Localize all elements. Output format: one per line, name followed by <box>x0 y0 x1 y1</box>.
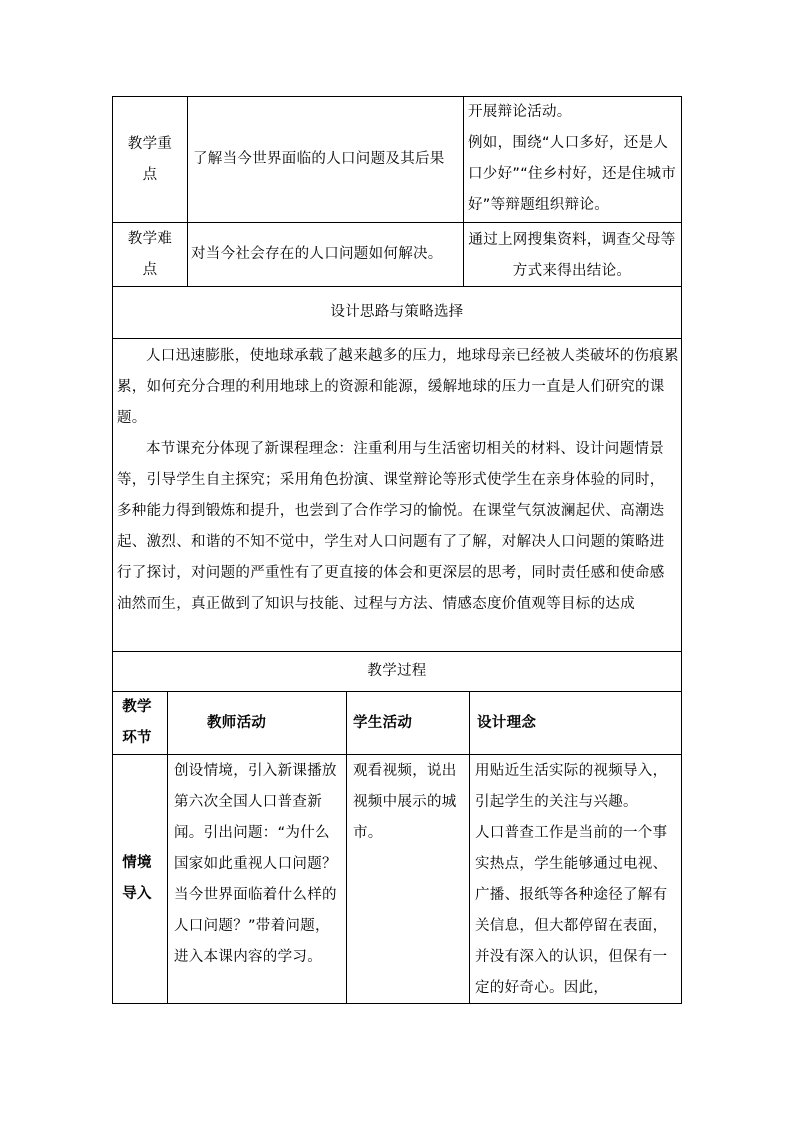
design-heading: 设计思路与策略选择 <box>330 304 464 320</box>
table-border-right <box>681 96 682 1004</box>
difficulty-label-cell <box>124 223 176 286</box>
column-header-stage <box>117 692 157 754</box>
difficulty-content: 对当今社会存在的人口问题如何解决。 <box>191 246 443 262</box>
concept-line: 人口普查工作是当前的一个事实热点，学生能够通过电视、广播、报纸等各种途径了解有关信息，但大都停留在表面，并没有深入的认识，但保有一定的好奇心。因此， <box>475 825 668 996</box>
col-divider <box>167 691 168 1004</box>
column-header-concept <box>477 692 677 754</box>
teacher-activity: 创设情境，引入新课播放第六次全国人口普查新闻。引出问题：“为什么国家如此重视人口问题？当今世界面临着什么样的人口问题？”带着问题，进入本课内容的学习。 <box>174 763 337 965</box>
difficulty-method-cell <box>468 225 676 285</box>
design-paragraph: 人口迅速膨胀，使地球承载了越来越多的压力，地球母亲已经被人类破坏的伤痕累累，如何充分合理的利用地球上的资源和能源，缓解地球的压力一直是人们研究的课题。 <box>117 348 679 426</box>
column-header-student <box>353 692 463 754</box>
stage-label: 情境导入 <box>122 855 152 902</box>
column-header-concept-label: 设计理念 <box>477 714 537 731</box>
design-body <box>117 341 679 649</box>
concept-line: 用贴近生活实际的视频导入，引起学生的关注与兴趣。 <box>475 763 668 810</box>
difficulty-content-cell <box>191 223 461 286</box>
method-line: 例如，围绕“人口多好，还是人口少好”“住乡村好，还是住城市好”等辩题组织辩论。 <box>468 135 677 213</box>
key-point-method-cell <box>468 97 678 222</box>
process-heading-cell <box>113 652 681 691</box>
col-divider <box>469 691 470 1004</box>
student-activity-cell <box>353 756 465 1002</box>
key-point-label-cell <box>124 129 176 191</box>
row-divider <box>112 754 682 755</box>
stage-cell <box>117 755 157 1003</box>
teacher-activity-cell <box>174 756 344 1002</box>
column-header-teacher <box>207 692 337 754</box>
col-divider <box>346 691 347 1004</box>
row-divider <box>112 338 682 339</box>
col-divider <box>187 96 188 286</box>
design-heading-cell <box>113 287 681 338</box>
design-concept-cell <box>475 756 679 1002</box>
method-line: 开展辩论活动。 <box>468 104 572 120</box>
key-point-content: 了解当今世界面临的人口问题及其后果 <box>193 151 445 167</box>
student-activity: 观看视频，说出视频中展示的城市。 <box>353 763 457 841</box>
difficulty-method: 通过上网搜集资料，调查父母等方式来得出结论。 <box>468 232 676 279</box>
difficulty-label: 教学难点 <box>127 230 173 278</box>
column-header-teacher-label: 教师活动 <box>207 714 267 731</box>
table-border-left <box>112 96 113 1004</box>
key-point-label: 教学重点 <box>127 136 173 183</box>
key-point-content-cell <box>191 97 459 222</box>
column-header-student-label: 学生活动 <box>353 714 413 731</box>
design-paragraph: 本节课充分体现了新课程理念：注重利用与生活密切相关的材料、设计问题情景等，引导学生自主探究；采用角色扮演、课堂辩论等形式使学生在亲身体验的同时，多种能力得到锻炼和提升，也尝到了合作学习的愉悦。在课堂气氛波澜起伏、高潮迭起、激烈、和谐的不知不觉中，学生对人口问题有了了解，对解决人口问题的策略进行了探讨，对问题的严重性有了更直接的体会和更深层的思考，同时责任感和使命感油然而生，真正做到了知识与技能、过程与方法、情感态度价值观等目标的达成 <box>117 441 665 612</box>
col-divider <box>463 96 464 286</box>
column-header-stage-label: 教学环节 <box>122 699 152 746</box>
process-heading: 教学过程 <box>367 663 427 679</box>
